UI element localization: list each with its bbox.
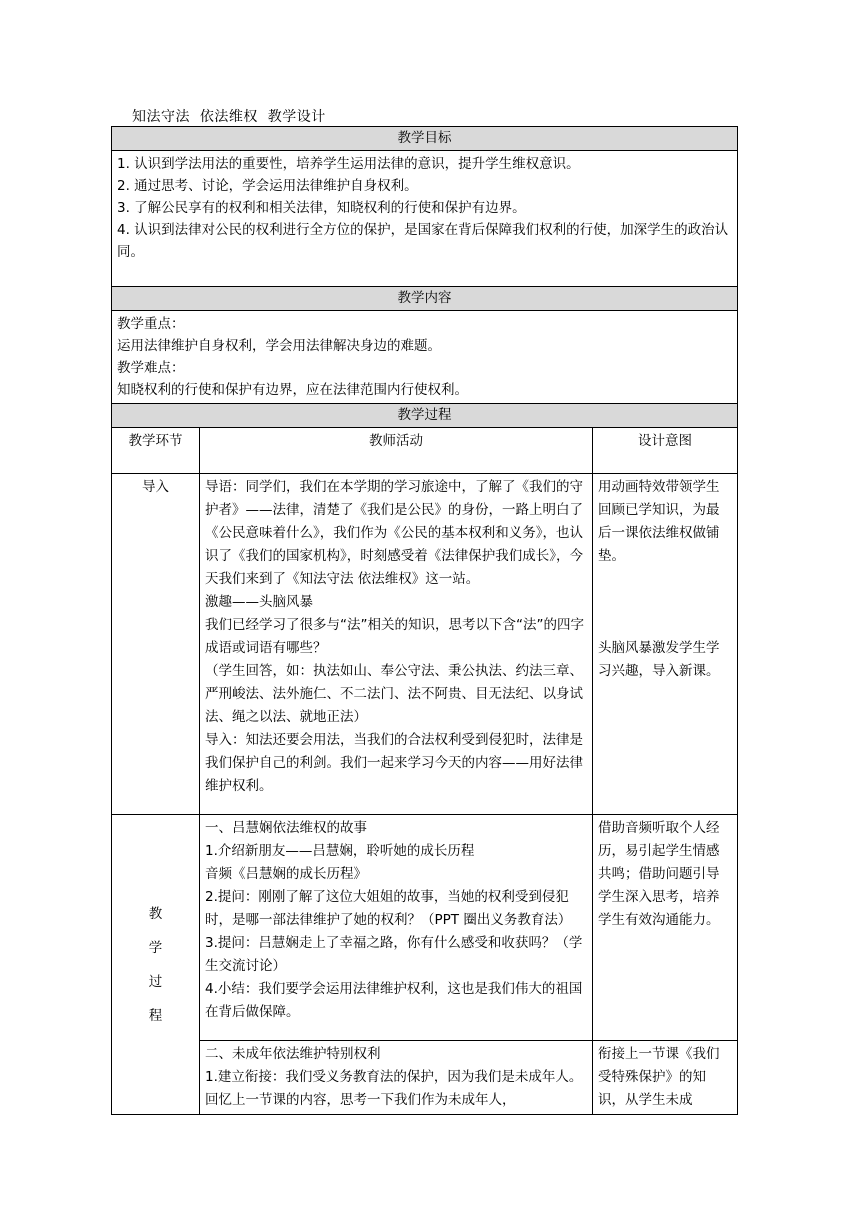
goals-body [112,151,738,287]
activity-paragraph: 音频《吕慧娴的成长历程》 [205,866,367,882]
column-header-intent: 设计意图 [593,428,738,474]
activity-cell [200,1041,593,1115]
lesson-plan-table [111,126,738,1115]
intent-paragraph: 衔接上一节课《我们受特殊保护》的知识，从学生未成 [598,1046,720,1108]
intent-paragraph: 头脑风暴激发学生学习兴趣，导入新课。 [598,640,720,679]
activity-paragraph: 1.建立衔接：我们受义务教育法的保护，因为我们是未成年人。回忆上一节课的内容，思考一下我们作为未成年人， [205,1069,583,1108]
activity-cell [200,815,593,1041]
activity-paragraph: 1.介绍新朋友——吕慧娴，聆听她的成长历程 [205,843,475,859]
content-body [112,311,738,404]
activity-paragraph: 4.小结：我们要学会运用法律维护权利，这也是我们伟大的祖国在背后做保障。 [205,981,583,1020]
column-header-activity: 教师活动 [200,428,593,474]
process-header: 教学过程 [112,404,738,428]
stage-vertical-char: 程 [148,1007,163,1024]
difficult-point-label: 教学难点： [117,360,185,376]
activity-paragraph: 导入：知法还要会用法，当我们的合法权利受到侵犯时，法律是我们保护自己的利剑。我们一起来学习今天的内容——用好法律 维护权利。 [205,732,583,794]
activity-paragraph: （学生回答，如：执法如山、奉公守法、秉公执法、约法三章、严刑峻法、法外施仁、不二法门、法不阿贵、目无法纪、以身试法、绳之以法、就地正法） [205,663,583,725]
intent-paragraph: 借助音频听取个人经历，易引起学生情感共鸣；借助问题引导学生深入思考，培养学生有效沟通能力。 [598,820,720,928]
activity-paragraph: 导语：同学们，我们在本学期的学习旅途中，了解了《我们的守护者》——法律，清楚了《我们是公民》的身份，一路上明白了《公民意味着什么》，我们作为《公民的基本权利和义务》，也认识了《我们的国家机构》，时刻感受着《法律保护我们成长》，今天我们来到了《知法守法 依法维权》这一站。 [205,479,583,587]
difficult-point-text: 知晓权利的行使和保护有边界，应在法律范围内行使权利。 [117,382,468,398]
intent-cell [593,1041,738,1115]
intent-paragraph: 用动画特效带领学生回顾已学知识，为最后一课依法维权做铺垫。 [598,479,720,564]
stage-vertical-char: 学 [148,939,163,956]
content-header: 教学内容 [112,287,738,311]
activity-paragraph: 激趣——头脑风暴 [205,594,313,610]
goals-header: 教学目标 [112,127,738,151]
activity-paragraph: 一、吕慧娴依法维权的故事 [205,820,367,836]
intent-cell [593,815,738,1041]
activity-paragraph: 我们已经学习了很多与“法”相关的知识，思考以下含“法”的四字成语或词语有哪些？ [205,617,584,656]
key-point-label: 教学重点： [117,316,185,332]
column-header-stage: 教学环节 [112,428,200,474]
stage-cell: 导入 [112,474,200,815]
key-point-text: 运用法律维护自身权利，学会用法律解决身边的难题。 [117,338,441,354]
goal-item: 1. 认识到学法用法的重要性，培养学生运用法律的意识，提升学生维权意识。 [117,156,580,172]
activity-paragraph: 2.提问：刚刚了解了这位大姐姐的故事，当她的权利受到侵犯时，是哪一部法律维护了她的权利？（PPT 圈出义务教育法） [205,889,572,928]
stage-cell-vertical [112,815,200,1115]
stage-vertical-text [117,897,194,1033]
activity-paragraph: 3.提问：吕慧娴走上了幸福之路，你有什么感受和收获吗？（学生交流讨论） [205,935,583,974]
stage-vertical-char: 过 [148,973,163,990]
activity-cell [200,474,593,815]
intent-cell [593,474,738,815]
goal-item: 4. 认识到法律对公民的权利进行全方位的保护，是国家在背后保障我们权利的行使，加深学生的政治认同。 [117,222,729,260]
document-title: 知法守法 依法维权 教学设计 [132,109,326,125]
stage-vertical-char: 教 [148,905,163,922]
goal-item: 2. 通过思考、讨论，学会运用法律维护自身权利。 [117,178,418,194]
activity-paragraph: 二、未成年依法维护特别权利 [205,1046,381,1062]
goal-item: 3. 了解公民享有的权利和相关法律，知晓权利的行使和保护有边界。 [117,200,526,216]
